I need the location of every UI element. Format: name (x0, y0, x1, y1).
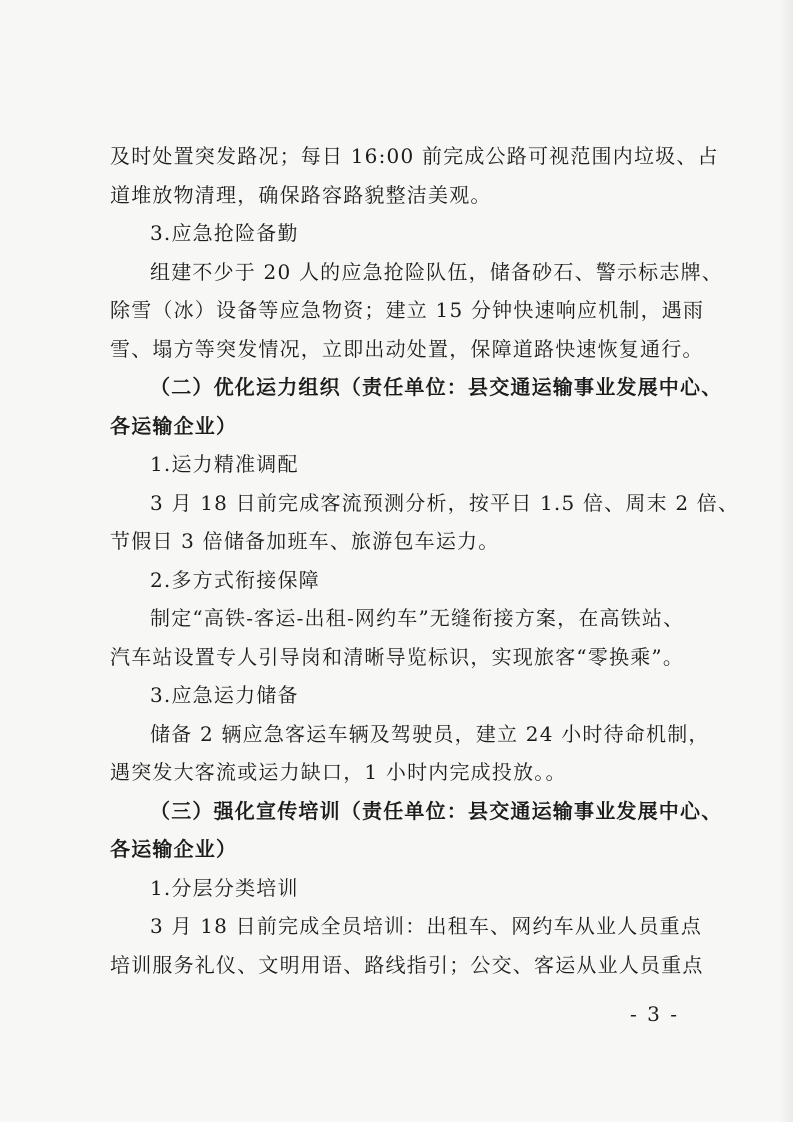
subsection-heading: 2.多方式衔接保障 (150, 567, 320, 592)
document-body (110, 137, 740, 984)
subsection-heading: 3.应急抢险备勤 (150, 221, 299, 245)
paragraph-line: 3 月 18 日前完成客流预测分析，按平日 1.5 倍、周末 2 倍、 (150, 490, 740, 515)
paragraph-line: 储备 2 辆应急客运车辆及驾驶员，建立 24 小时待命机制， (150, 721, 710, 746)
paragraph-line: 及时处置突发路况；每日 16:00 前完成公路可视范围内垃圾、占 (110, 144, 719, 168)
subsection-heading: 1.运力精准调配 (150, 452, 299, 476)
paragraph-line: 道堆放物清理，确保路容路貌整洁美观。 (110, 182, 492, 207)
page-number: - 3 - (630, 1002, 679, 1026)
section-heading: （三）强化宣传培训（责任单位：县交通运输事业发展中心、 (150, 798, 723, 823)
paragraph-line: 3 月 18 日前完成全员培训：出租车、网约车从业人员重点 (150, 914, 703, 938)
paragraph-line: 除雪（冰）设备等应急物资；建立 15 分钟快速响应机制，遇雨 (110, 298, 705, 322)
subsection-heading: 3.应急运力储备 (150, 683, 299, 707)
section-heading: 各运输企业） (110, 837, 238, 861)
scan-edge-shadow (779, 0, 793, 1122)
paragraph-line: 汽车站设置专人引导岗和清晰导览标识，实现旅客“零换乘”。 (110, 644, 685, 669)
subsection-heading: 1.分层分类培训 (150, 875, 299, 900)
section-heading: （二）优化运力组织（责任单位：县交通运输事业发展中心、 (150, 375, 723, 399)
paragraph-line: 雪、塌方等突发情况，立即出动处置，保障道路快速恢复通行。 (110, 336, 704, 361)
paragraph-line: 培训服务礼仪、文明用语、路线指引；公交、客运从业人员重点 (110, 952, 704, 977)
paragraph-line: 组建不少于 20 人的应急抢险队伍，储备砂石、警示标志牌、 (150, 259, 723, 284)
section-heading: 各运输企业） (110, 413, 238, 438)
paragraph-line: 制定“高铁-客运-出租-网约车”无缝衔接方案，在高铁站、 (150, 606, 685, 630)
paragraph-line: 节假日 3 倍储备加班车、旅游包车运力。 (110, 529, 500, 553)
paragraph-line: 遇突发大客流或运力缺口，1 小时内完成投放。。 (110, 760, 567, 784)
